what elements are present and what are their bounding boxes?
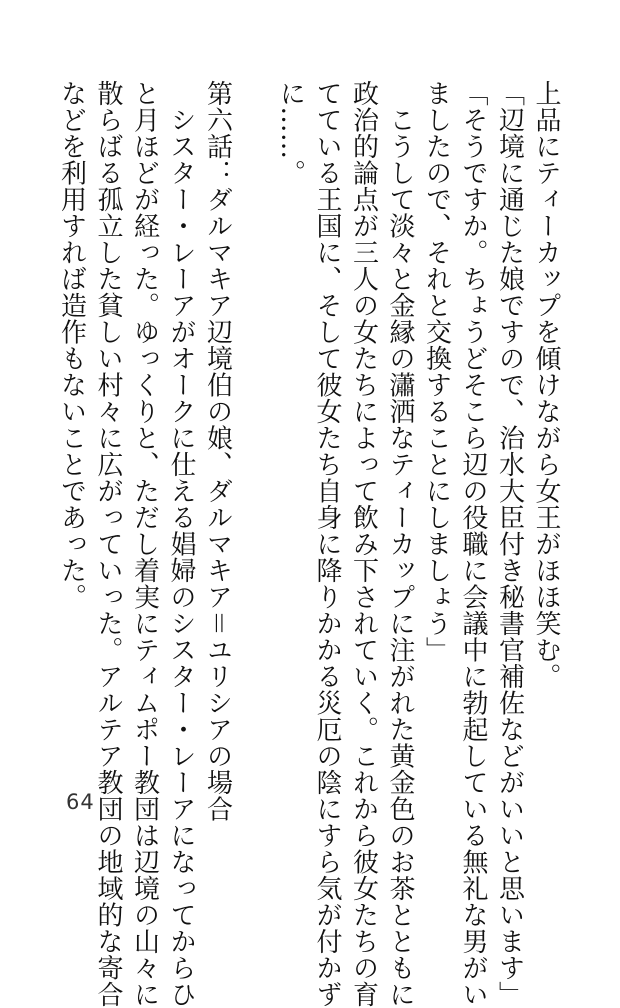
text-line: 「そうですか。ちょうどそこら辺の役職に会議中に勃起している無礼な男がい (458, 80, 488, 1008)
text-line: こうして淡々と金縁の瀟洒なティーカップに注がれた黄金色のお茶とともに (385, 80, 415, 1008)
page-number: 64 (66, 790, 95, 814)
text-line: に……。 (275, 80, 306, 186)
text-line: 上品にティーカップを傾けながら女王がほほ笑む。 (531, 80, 561, 690)
text-line: と月ほどが経った。ゆっくりと、ただし着実にティムポー教団は辺境の山々に (129, 80, 160, 1008)
text-line: 「辺境に通じた娘ですので、治水大臣付き秘書官補佐などがいいと思います」 (494, 80, 525, 1008)
chapter-title: 第六話：ダルマキア辺境伯の娘、ダルマキア＝ユリシアの場合 (202, 80, 233, 822)
text-line: 散らばる孤立した貧しい村々に広がっていった。アルテア教団の地域的な寄合 (93, 80, 123, 1008)
text-line: ましたので、それと交換することにしましょう」 (421, 80, 452, 663)
text-line: シスター・レーアがオークに仕える娼婦のシスター・レーアになってからひ (166, 80, 196, 1008)
text-line: 政治的論点が三人の女たちによって飲み下されていく。これから彼女たちの育 (348, 80, 379, 1008)
text-line: てている王国に、そして彼女たち自身に降りかかる災厄の陰にすら気が付かず (312, 80, 342, 1008)
blank-line (236, 80, 273, 800)
text-line: などを利用すれば造作もないことであった。 (56, 80, 87, 610)
